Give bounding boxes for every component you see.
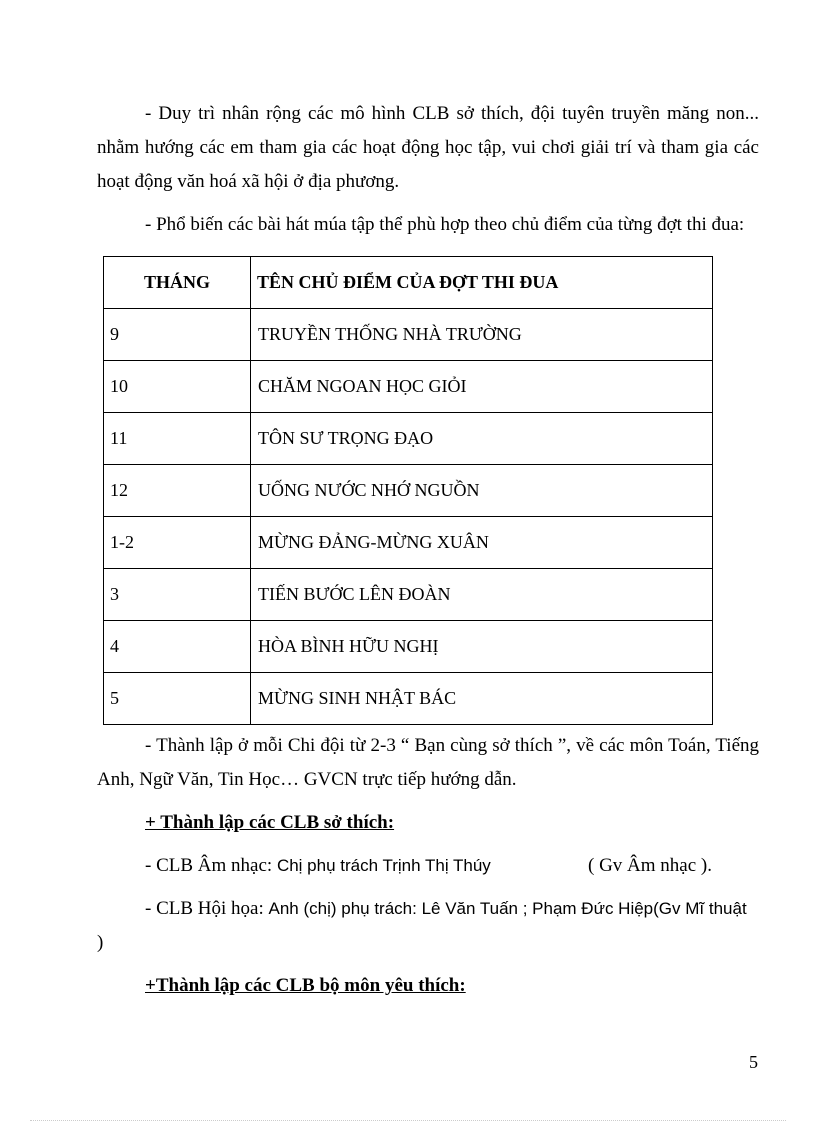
music-club-note: ( Gv Âm nhạc ). bbox=[588, 855, 712, 876]
paragraph-clubs-maintain: - Duy trì nhân rộng các mô hình CLB sở thích, đội tuyên truyền măng non... nhằm hướng các em tham gia các hoạt động học tập, vui chơi giải trí và tham gia các hoạt động văn hoá xã hội ở địa phương. bbox=[97, 103, 759, 192]
subject-clubs-heading-text: +Thành lập các CLB bộ môn yêu thích: bbox=[145, 975, 466, 996]
art-club-line bbox=[145, 898, 747, 920]
theme-cell: UỐNG NƯỚC NHỚ NGUỒN bbox=[251, 465, 713, 517]
theme-cell: HÒA BÌNH HỮU NGHỊ bbox=[251, 621, 713, 673]
theme-cell: MỪNG SINH NHẬT BÁC bbox=[251, 673, 713, 725]
month-cell: 1-2 bbox=[104, 517, 251, 569]
page-number: 5 bbox=[749, 1052, 758, 1072]
month-cell: 9 bbox=[104, 309, 251, 361]
table-header-row bbox=[104, 257, 713, 309]
table-row bbox=[104, 673, 713, 725]
paragraph-study-groups: - Thành lập ở mỗi Chi đội từ 2-3 “ Bạn cùng sở thích ”, về các môn Toán, Tiếng Anh, Ngữ Văn, Tin Học… GVCN trực tiếp hướng dẫn. bbox=[97, 735, 759, 790]
month-cell: 11 bbox=[104, 413, 251, 465]
clubs-heading-text: + Thành lập các CLB sở thích: bbox=[145, 812, 395, 833]
music-club-person: Chị phụ trách Trịnh Thị Thúy bbox=[276, 856, 491, 875]
month-cell: 4 bbox=[104, 621, 251, 673]
table-row bbox=[104, 361, 713, 413]
clubs-heading bbox=[145, 812, 394, 834]
table-row bbox=[104, 517, 713, 569]
art-club-note: (Gv Mĩ thuật bbox=[653, 899, 747, 918]
theme-cell: TRUYỀN THỐNG NHÀ TRƯỜNG bbox=[251, 309, 713, 361]
art-club-person: Anh (chị) phụ trách: Lê Văn Tuấn ; Phạm Đức Hiệp bbox=[268, 899, 654, 918]
subject-clubs-heading bbox=[145, 975, 466, 997]
table-row bbox=[104, 569, 713, 621]
table-row bbox=[104, 465, 713, 517]
music-club-label: - CLB Âm nhạc: bbox=[145, 855, 277, 876]
theme-cell: CHĂM NGOAN HỌC GIỎI bbox=[251, 361, 713, 413]
table-row bbox=[104, 309, 713, 361]
month-cell: 12 bbox=[104, 465, 251, 517]
art-club-note-close: ) bbox=[97, 932, 104, 953]
month-cell: 5 bbox=[104, 673, 251, 725]
music-club-line bbox=[145, 855, 712, 877]
theme-cell: TIẾN BƯỚC LÊN ĐOÀN bbox=[251, 569, 713, 621]
table-row bbox=[104, 413, 713, 465]
theme-cell: TÔN SƯ TRỌNG ĐẠO bbox=[251, 413, 713, 465]
art-club-label: - CLB Hội họa: bbox=[145, 898, 269, 919]
header-theme: TÊN CHỦ ĐIỂM CỦA ĐỢT THI ĐUA bbox=[251, 257, 713, 309]
emulation-themes-table bbox=[103, 256, 713, 725]
month-cell: 3 bbox=[104, 569, 251, 621]
page-bottom-divider bbox=[30, 1120, 786, 1121]
month-cell: 10 bbox=[104, 361, 251, 413]
paragraph-songs-intro: - Phổ biến các bài hát múa tập thể phù hợp theo chủ điểm của từng đợt thi đua: bbox=[145, 214, 745, 235]
table-row bbox=[104, 621, 713, 673]
theme-cell: MỪNG ĐẢNG-MỪNG XUÂN bbox=[251, 517, 713, 569]
header-month: THÁNG bbox=[104, 257, 251, 309]
